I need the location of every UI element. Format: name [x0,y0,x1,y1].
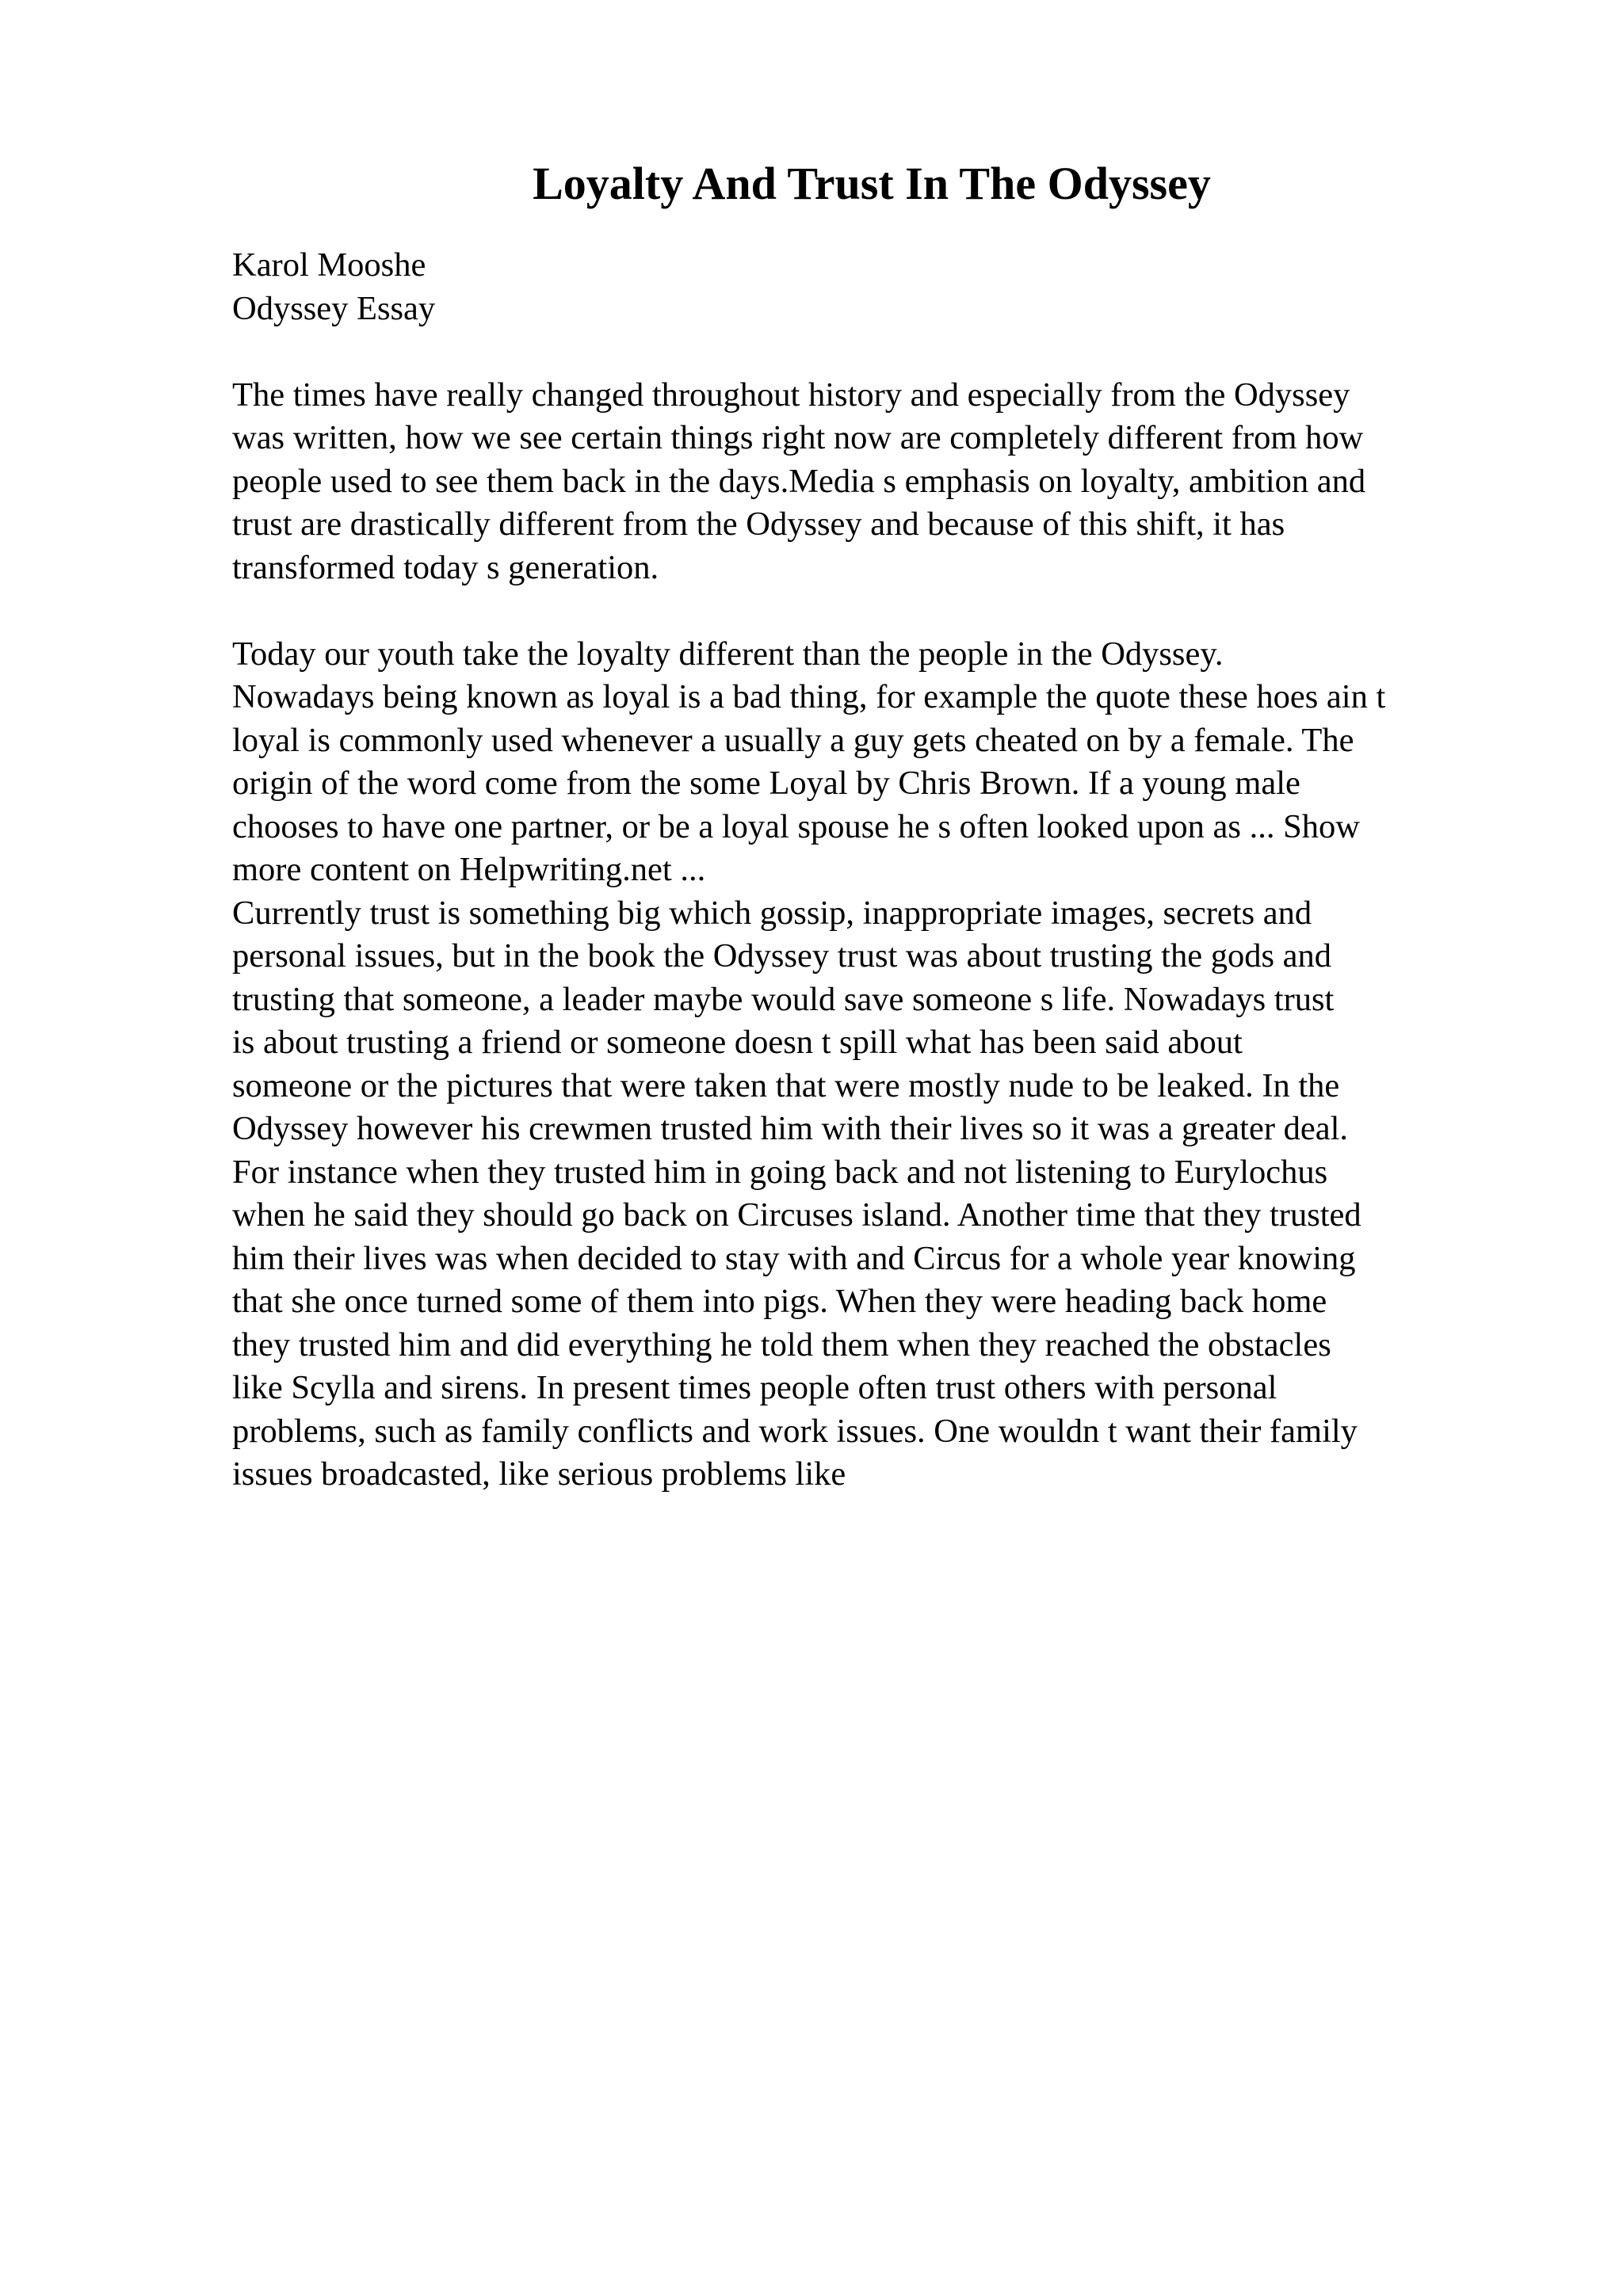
text-line: like Scylla and sirens. In present times people often trust others with personal [232,1369,1277,1406]
text-line: Currently trust is something big which gossip, inappropriate images, secrets and [232,894,1312,932]
author-name: Karol Mooshe [232,246,426,284]
text-line: Odyssey however his crewmen trusted him with their lives so it was a greater deal. [232,1110,1349,1147]
spacer [232,330,1516,374]
text-line: issues broadcasted, like serious problems like [232,1455,846,1493]
text-line: origin of the word come from the some Loyal by Chris Brown. If a young male [232,765,1300,802]
text-line: was written, how we see certain things right now are completely different from how [232,419,1364,456]
paragraph-2 [232,633,1516,892]
text-line: trusting that someone, a leader maybe would save someone s life. Nowadays trust [232,980,1335,1018]
text-line: problems, such as family conflicts and work issues. One wouldn t want their family [232,1412,1358,1450]
text-line: more content on Helpwriting.net ... [232,851,706,888]
text-line: is about trusting a friend or someone doesn t spill what has been said about [232,1024,1243,1061]
text-line: chooses to have one partner, or be a loyal spouse he s often looked upon as ... Show [232,807,1360,845]
text-line: him their lives was when decided to stay with and Circus for a whole year knowing [232,1239,1356,1277]
text-line: The times have really changed throughout history and especially from the Odyssey [232,376,1350,414]
text-line: they trusted him and did everything he told them when they reached the obstacles [232,1325,1331,1363]
document-body [232,244,1516,1497]
text-line: Today our youth take the loyalty different than the people in the Odyssey. [232,635,1224,673]
paragraph-1 [232,374,1516,590]
paragraph-3 [232,892,1516,1497]
spacer [232,589,1516,633]
text-line: transformed today s generation. [232,548,659,586]
text-line: loyal is commonly used whenever a usually a guy gets cheated on by a female. The [232,721,1354,759]
document-title: Loyalty And Trust In The Odyssey [533,158,1211,209]
text-line: personal issues, but in the book the Odyssey trust was about trusting the gods and [232,937,1331,974]
document-subtitle: Odyssey Essay [232,289,436,327]
text-line: Nowadays being known as loyal is a bad thing, for example the quote these hoes ain t [232,678,1386,715]
text-line: people used to see them back in the days.Media s emphasis on loyalty, ambition and [232,462,1366,500]
text-line: someone or the pictures that were taken that were mostly nude to be leaked. In the [232,1066,1340,1104]
text-line: trust are drastically different from the Odyssey and because of this shift, it has [232,505,1285,543]
text-line: when he said they should go back on Circuses island. Another time that they trusted [232,1196,1361,1234]
text-line: that she once turned some of them into pigs. When they were heading back home [232,1283,1327,1320]
text-line: For instance when they trusted him in going back and not listening to Eurylochus [232,1153,1328,1191]
